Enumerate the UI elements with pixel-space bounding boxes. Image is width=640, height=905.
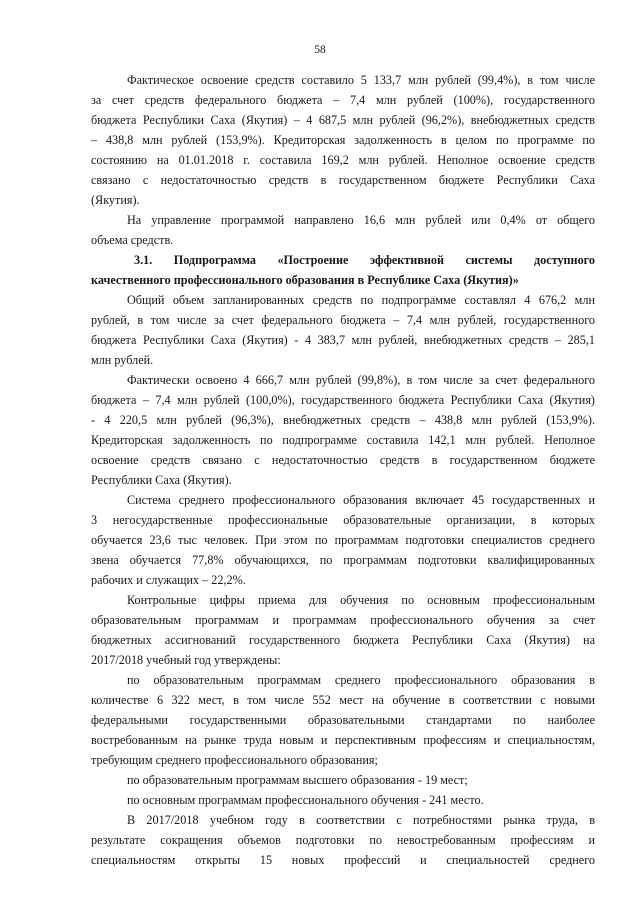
text-line: освоение средств связано с недостаточностью средств в государственном бюджете [91, 453, 595, 467]
text-line: результате сокращения объемов подготовки по невостребованным профессиям и [91, 833, 595, 847]
text-line: связано с недостаточностью средств в государственном бюджете Республики Саха [91, 173, 595, 187]
text-line: по основным программам профессионального обучения - 241 место. [127, 793, 484, 807]
text-line: рублей, в том числе за счет федерального бюджета – 7,4 млн рублей, государственного [91, 313, 595, 327]
text-line: бюджета Республики Саха (Якутия) - 4 383,7 млн рублей, внебюджетных средств – 285,1 [91, 333, 595, 347]
text-line: Система среднего профессионального образования включает 45 государственных и [127, 493, 595, 507]
text-line: по образовательным программам высшего образования - 19 мест; [127, 773, 468, 787]
text-line: На управление программой направлено 16,6 млн рублей или 0,4% от общего [127, 213, 595, 227]
text-line: федеральными государственными образовательными стандартами по наиболее [91, 713, 595, 727]
text-line: бюджета Республики Саха (Якутия) – 4 687,5 млн рублей (96,2%), внебюджетных средств [91, 113, 595, 127]
subprogram-heading-line: качественного профессионального образования в Республике Саха (Якутия)» [91, 273, 519, 287]
text-line: количестве 6 322 мест, в том числе 552 мест на обучение в соответствии с новыми [91, 693, 595, 707]
text-line: востребованным на рынке труда новым и перспективным профессиям и специальностям, [91, 733, 595, 747]
text-line: рабочих и служащих – 22,2%. [91, 573, 246, 587]
text-line: (Якутия). [91, 193, 140, 207]
text-line: 2017/2018 учебный год утверждены: [91, 653, 281, 667]
text-line: млн рублей. [91, 353, 154, 367]
document-body [91, 70, 595, 870]
text-line: по образовательным программам среднего профессионального образования в [127, 673, 595, 687]
text-line: В 2017/2018 учебном году в соответствии с потребностями рынка труда, в [127, 813, 595, 827]
text-line: 3 негосударственные профессиональные образовательные организации, в которых [91, 513, 595, 527]
text-line: объема средств. [91, 233, 174, 247]
page-number: 58 [314, 44, 326, 56]
text-line: Фактически освоено 4 666,7 млн рублей (99,8%), в том числе за счет федерального [127, 373, 595, 387]
text-line: - 4 220,5 млн рублей (96,3%), внебюджетных средств – 438,8 млн рублей (153,9%). [91, 413, 595, 427]
text-line: бюджетных ассигнований государственного бюджета Республики Саха (Якутия) на [91, 633, 595, 647]
text-line: Общий объем запланированных средств по подпрограмме составлял 4 676,2 млн [127, 293, 595, 307]
text-line: Фактическое освоение средств составило 5 133,7 млн рублей (99,4%), в том числе [127, 73, 595, 87]
text-line: звена обучается 77,8% обучающихся, по программам подготовки квалифицированных [91, 553, 595, 567]
text-line: состоянию на 01.01.2018 г. составила 169,2 млн рублей. Неполное освоение средств [91, 153, 595, 167]
text-line: специальностям открыты 15 новых профессий и специальностей среднего [91, 853, 595, 867]
text-line: Кредиторская задолженность по подпрограмме составила 142,1 млн рублей. Неполное [91, 433, 595, 447]
text-line: бюджета – 7,4 млн рублей (100,0%), государственного бюджета Республики Саха (Якутия) [91, 393, 595, 407]
subprogram-heading-line: 3.1. Подпрограмма «Построение эффективной системы доступного [134, 253, 595, 267]
text-line: Контрольные цифры приема для обучения по основным профессиональным [127, 593, 595, 607]
text-line: обучается 23,6 тыс человек. При этом по программам подготовки специалистов среднего [91, 533, 595, 547]
text-line: Республики Саха (Якутия). [91, 473, 232, 487]
text-line: требующим среднего профессионального образования; [91, 753, 378, 767]
text-line: за счет средств федерального бюджета – 7,4 млн рублей (100%), государственного [91, 93, 595, 107]
text-line: – 438,8 млн рублей (153,9%). Кредиторская задолженность в целом по программе по [91, 133, 595, 147]
text-line: образовательным программам и программам профессионального обучения за счет [91, 613, 595, 627]
